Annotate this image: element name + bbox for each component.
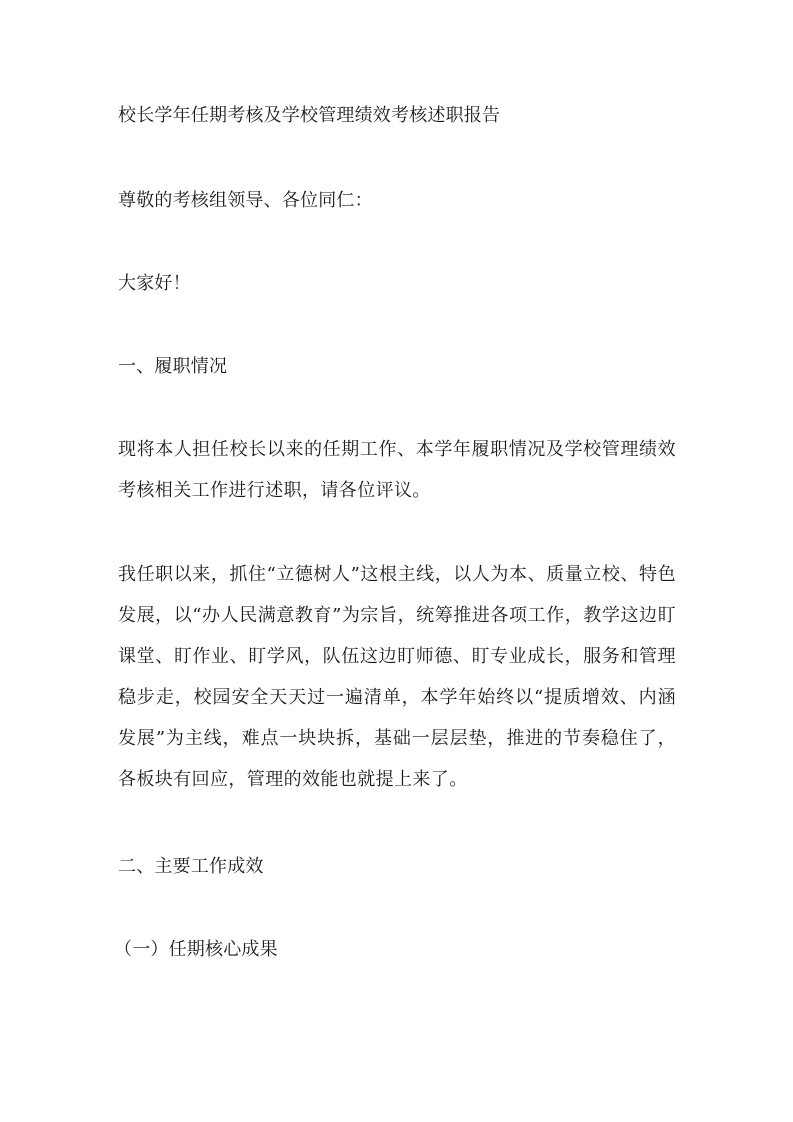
document-title: 校长学年任期考核及学校管理绩效考核述职报告 bbox=[118, 105, 501, 126]
greeting: 大家好！ bbox=[118, 273, 191, 294]
paragraph-1: 现将本人担任校长以来的任期工作、本学年履职情况及学校管理绩效考核相关工作进行述职，请各位评议。 bbox=[118, 439, 676, 501]
salutation: 尊敬的考核组领导、各位同仁： bbox=[118, 190, 373, 211]
paragraph-2: 我任职以来，抓住“立德树人”这根主线，以人为本、质量立校、特色发展，以“办人民满意教育”为宗旨，统筹推进各项工作，教学这边盯课堂、盯作业、盯学风，队伍这边盯师德、盯专业成长，服务和管理稳步走，校园安全天天过一遍清单，本学年始终以“提质增效、内涵发展”为主线，难点一块块拆，基础一层层垫，推进的节奏稳住了，各板块有回应，管理的效能也就提上来了。 bbox=[118, 564, 676, 790]
section-heading-2: 二、主要工作成效 bbox=[118, 856, 264, 877]
section-heading-1: 一、履职情况 bbox=[118, 356, 228, 377]
subsection-heading-1: （一）任期核心成果 bbox=[114, 939, 278, 960]
